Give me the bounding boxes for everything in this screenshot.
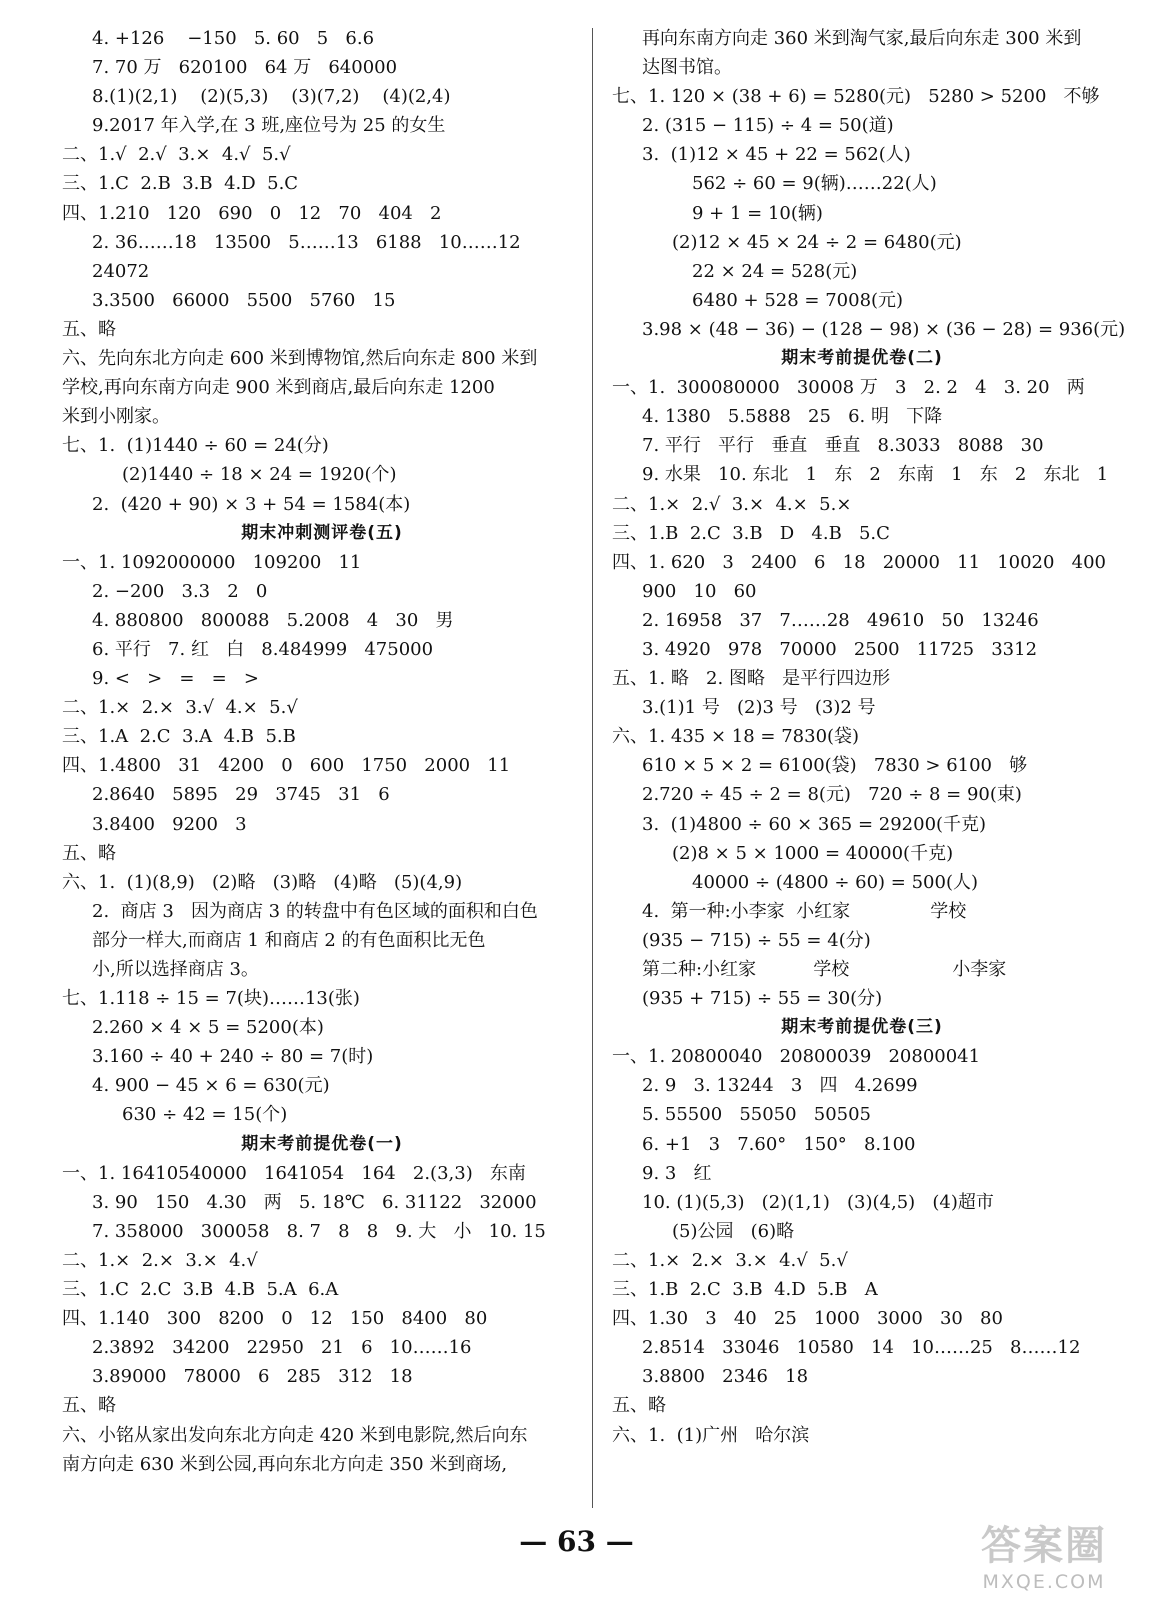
section-title: 期末冲刺测评卷(五): [241, 522, 403, 543]
answer-line: 7. 平行 平行 垂直 垂直 8.3033 8088 30: [642, 435, 1044, 457]
answer-line: 四、1.210 120 690 0 12 70 404 2: [62, 202, 442, 224]
answer-line: 六、1. 435 × 18 = 7830(袋): [612, 726, 860, 748]
watermark-title: 答案圈: [981, 1523, 1107, 1569]
answer-line: 3.160 ÷ 40 + 240 ÷ 80 = 7(时): [92, 1046, 374, 1068]
answer-line: 六、小铭从家出发向东北方向走 420 米到电影院,然后向东: [62, 1424, 528, 1446]
answer-line: 一、1. 16410540000 1641054 164 2.(3,3) 东南: [62, 1162, 526, 1184]
answer-line: 二、1.√ 2.√ 3.× 4.√ 5.√: [62, 144, 291, 166]
answer-line: 9. 3 红: [642, 1162, 712, 1184]
answer-line: 4. 880800 800088 5.2008 4 30 男: [92, 609, 454, 631]
answer-line: (2)1440 ÷ 18 × 24 = 1920(个): [122, 464, 397, 486]
answer-line: 4. 900 − 45 × 6 = 630(元): [92, 1075, 330, 1097]
answer-line: 22 × 24 = 528(元): [692, 260, 858, 282]
answer-line: 2. (420 + 90) × 3 + 54 = 1584(本): [92, 493, 411, 515]
answer-line: 四、1. 620 3 2400 6 18 20000 11 10020 400: [612, 551, 1106, 573]
answer-line: 3.(1)1 号 (2)3 号 (3)2 号: [642, 697, 876, 719]
answer-line: 7. 358000 300058 8. 7 8 8 9. 大 小 10. 15: [92, 1220, 546, 1242]
answer-line: 三、1.B 2.C 3.B 4.D 5.B A: [612, 1279, 878, 1301]
answer-line: 六、1. (1)广州 哈尔滨: [612, 1424, 810, 1446]
section-title: 期末考前提优卷(一): [241, 1133, 403, 1154]
answer-line: 2.720 ÷ 45 ÷ 2 = 8(元) 720 ÷ 8 = 90(束): [642, 784, 1022, 806]
answer-line: 二、1.× 2.× 3.√ 4.× 5.√: [62, 697, 298, 719]
answer-line: 2.8640 5895 29 3745 31 6: [92, 784, 390, 806]
answer-line: 6. +1 3 7.60° 150° 8.100: [642, 1133, 916, 1155]
answer-line: 达图书馆。: [642, 57, 732, 79]
answer-line: 2.260 × 4 × 5 = 5200(本): [92, 1017, 324, 1039]
answer-line: 900 10 60: [642, 580, 757, 602]
answer-line: (935 + 715) ÷ 55 = 30(分): [642, 988, 883, 1010]
answer-line: 第二种:小红家 学校 小李家: [642, 959, 1007, 980]
answer-line: 五、略: [612, 1395, 666, 1417]
answer-line: 3. (1)12 × 45 + 22 = 562(人): [642, 144, 911, 166]
answer-line: 四、1.30 3 40 25 1000 3000 30 80: [612, 1308, 1003, 1330]
answer-line: 三、1.C 2.C 3.B 4.B 5.A 6.A: [62, 1279, 339, 1301]
answer-line: 二、1.× 2.× 3.× 4.√ 5.√: [612, 1249, 848, 1271]
answer-line: 六、先向东北方向走 600 米到博物馆,然后向东走 800 米到: [62, 348, 538, 370]
answer-line: 米到小刚家。: [62, 406, 170, 428]
answer-line: 2. 36……18 13500 5……13 6188 10……12: [92, 231, 521, 253]
watermark-logo: [949, 1514, 1139, 1592]
section-title: 期末考前提优卷(二): [781, 348, 943, 369]
answer-line: 七、1. (1)1440 ÷ 60 = 24(分): [62, 435, 329, 457]
answer-line: 7. 70 万 620100 64 万 640000: [92, 57, 398, 79]
answer-line: 630 ÷ 42 = 15(个): [122, 1104, 288, 1126]
answer-line: 七、1.118 ÷ 15 = 7(块)……13(张): [62, 988, 360, 1010]
answer-line: 部分一样大,而商店 1 和商店 2 的有色面积比无色: [92, 929, 486, 951]
answer-line: 2.3892 34200 22950 21 6 10……16: [92, 1337, 472, 1359]
answer-line: 3. (1)4800 ÷ 60 × 365 = 29200(千克): [642, 813, 987, 835]
answer-line: 3.8400 9200 3: [92, 813, 247, 835]
watermark-url: MXQE.COM: [982, 1571, 1106, 1593]
answer-line: 3.3500 66000 5500 5760 15: [92, 289, 396, 311]
column-divider: [592, 28, 593, 1508]
answer-line: 6. 平行 7. 红 白 8.484999 475000: [92, 638, 434, 660]
section-title: 期末考前提优卷(三): [781, 1017, 943, 1038]
answer-line: 二、1.× 2.√ 3.× 4.× 5.×: [612, 493, 852, 515]
answer-line: 6480 + 528 = 7008(元): [692, 289, 904, 311]
answer-line: 5. 55500 55050 50505: [642, 1104, 872, 1126]
answer-line: 4. +126 −150 5. 60 5 6.6: [92, 28, 375, 49]
answer-line: 一、1. 20800040 20800039 20800041: [612, 1046, 981, 1068]
answer-line: 五、略: [62, 842, 116, 864]
answer-line: 学校,再向东南方向走 900 米到商店,最后向东走 1200: [62, 377, 495, 399]
left-column: [62, 24, 582, 1479]
answer-line: (935 − 715) ÷ 55 = 4(分): [642, 929, 871, 951]
answer-line: 二、1.× 2.× 3.× 4.√: [62, 1249, 258, 1271]
answer-line: 2. 16958 37 7……28 49610 50 13246: [642, 609, 1039, 631]
answer-line: 2. −200 3.3 2 0: [92, 580, 268, 602]
answer-line: 562 ÷ 60 = 9(辆)……22(人): [692, 173, 937, 195]
answer-line: 2. 9 3. 13244 3 四 4.2699: [642, 1075, 918, 1097]
answer-line: 五、1. 略 2. 图略 是平行四边形: [612, 668, 891, 690]
answer-line: 3. 4920 978 70000 2500 11725 3312: [642, 638, 1038, 660]
answer-line: 四、1.4800 31 4200 0 600 1750 2000 11: [62, 755, 511, 777]
answer-line: (2)8 × 5 × 1000 = 40000(千克): [672, 842, 954, 864]
answer-line: (5)公园 (6)略: [672, 1220, 795, 1242]
answer-line: 四、1.140 300 8200 0 12 150 8400 80: [62, 1308, 488, 1330]
answer-line: 10. (1)(5,3) (2)(1,1) (3)(4,5) (4)超市: [642, 1191, 994, 1213]
answer-line: 4. 第一种:小李家 小红家 学校: [642, 900, 967, 922]
answer-line: 3.8800 2346 18: [642, 1366, 809, 1388]
answer-line: 3.98 × (48 − 36) − (128 − 98) × (36 − 28) = 936(元): [642, 318, 1126, 340]
answer-line: 七、1. 120 × (38 + 6) = 5280(元) 5280 > 5200 不够: [612, 86, 1100, 108]
page-number: — 63 —: [519, 1525, 634, 1558]
answer-line: 9. < > = = >: [92, 668, 259, 690]
answer-line: 五、略: [62, 1395, 116, 1417]
answer-line: 三、1.A 2.C 3.A 4.B 5.B: [62, 726, 296, 748]
answer-line: 2.8514 33046 10580 14 10……25 8……12: [642, 1337, 1081, 1359]
answer-line: 9. 水果 10. 东北 1 东 2 东南 1 东 2 东北 1: [642, 464, 1109, 486]
answer-line: 3. 90 150 4.30 两 5. 18℃ 6. 31122 32000: [92, 1191, 537, 1213]
answer-line: 2. 商店 3 因为商店 3 的转盘中有色区域的面积和白色: [92, 900, 538, 922]
answer-line: 三、1.C 2.B 3.B 4.D 5.C: [62, 173, 299, 195]
answer-line: 4. 1380 5.5888 25 6. 明 下降: [642, 406, 943, 428]
answer-line: 小,所以选择商店 3。: [92, 959, 259, 980]
answer-line: 40000 ÷ (4800 ÷ 60) = 500(人): [692, 871, 978, 893]
answer-line: 8.(1)(2,1) (2)(5,3) (3)(7,2) (4)(2,4): [92, 86, 451, 108]
answer-line: 24072: [92, 260, 150, 282]
right-column: [612, 24, 1126, 1450]
answer-line: 2. (315 − 115) ÷ 4 = 50(道): [642, 115, 894, 137]
answer-line: 南方向走 630 米到公园,再向东北方向走 350 米到商场,: [62, 1453, 508, 1475]
answer-line: 3.89000 78000 6 285 312 18: [92, 1366, 413, 1388]
answer-line: 一、1. 1092000000 109200 11: [62, 551, 362, 573]
answer-line: 9 + 1 = 10(辆): [692, 202, 823, 224]
answer-line: 9.2017 年入学,在 3 班,座位号为 25 的女生: [92, 115, 446, 137]
answer-line: 六、1. (1)(8,9) (2)略 (3)略 (4)略 (5)(4,9): [62, 871, 463, 893]
answer-line: 610 × 5 × 2 = 6100(袋) 7830 > 6100 够: [642, 755, 1028, 777]
answer-line: (2)12 × 45 × 24 ÷ 2 = 6480(元): [672, 231, 962, 253]
answer-line: 三、1.B 2.C 3.B D 4.B 5.C: [612, 522, 890, 544]
answer-line: 五、略: [62, 318, 116, 340]
answer-line: 再向东南方向走 360 米到淘气家,最后向东走 300 米到: [642, 28, 1082, 49]
answer-line: 一、1. 300080000 30008 万 3 2. 2 4 3. 20 两: [612, 377, 1085, 399]
